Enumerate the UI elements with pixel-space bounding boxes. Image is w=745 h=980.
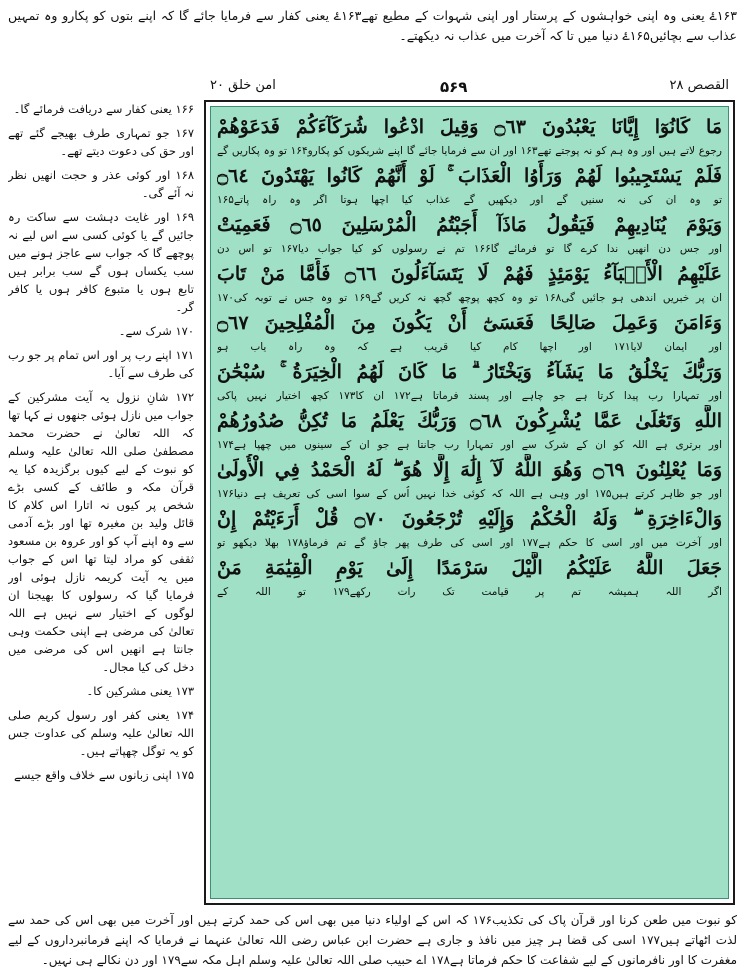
arabic-line: جَعَلَ اللَّهُ عَلَيْكُمُ الَّيْلَ سَرْمَدًا إِلَىٰ يَوْمِ الْقِيَٰمَةِ مَنْ (217, 557, 722, 579)
arabic-line: اللَّهِ وَتَعَٰلَىٰ عَمَّا يُشْرِكُونَ ۝٦٨ وَرَبُّكَ يَعْلَمُ مَا تُكِنُّ صُدُورُهُمْ (217, 410, 722, 432)
arabic-line: عَلَيْهِمُ الْأَنۢبَآءُ يَوْمَئِذٍ فَهُمْ لَا يَتَسَآءَلُونَ ۝٦٦ فَأَمَّا مَنْ تَابَ (217, 263, 722, 285)
quran-text-panel (210, 106, 729, 899)
arabic-line: مَا كَانُوٓا إِيَّانَا يَعْبُدُونَ ۝٦٣ وَقِيلَ ادْعُوا شُرَكَآءَكُمْ فَدَعَوْهُمْ (217, 116, 722, 138)
margin-note: ۱۷۴ یعنی کفر اور رسول کریم صلی اللہ تعالیٰ علیہ وسلم کی عداوت جس کو یہ توگل چھپاتے ہیں۔ (8, 708, 194, 758)
arabic-line: وَرَبُّكَ يَخْلُقُ مَا يَشَآءُ وَيَخْتَارُ ۗ مَا كَانَ لَهُمُ الْخِيَرَةُ ۚ سُبْحَٰنَ (217, 361, 722, 383)
margin-note: ۱۶۶ یعنی کفار سے دریافت فرمائے گا۔ (13, 102, 194, 116)
arabic-line: وَيَوْمَ يُنَادِيهِمْ فَيَقُولُ مَاذَآ أَجَبْتُمُ الْمُرْسَلِينَ ۝٦٥ فَعَمِيَتْ (217, 214, 722, 236)
translation-line: اور جو ظاہر کرتے ہیں۱۷۵ اور وہی ہے اللہ کہ کوئی خدا نہیں اُس کے سوا اسی کی تعریف ہے دنیا۱۷۶ (217, 488, 722, 500)
translation-line: ان پر خبریں اندھی ہو جائیں گی۱۶۸ تو وہ کچھ پوچھ گچھ نہ کریں گے۱۶۹ تو وہ جس نے توبہ کی۱۷۰ (217, 292, 722, 304)
margin-note: ۱۷۳ یعنی مشرکین کا۔ (86, 684, 194, 698)
margin-note: ۱۷۲ شانِ نزول یہ آیت مشرکین کے جواب میں نازل ہوئی جنھوں نے کہا تھا کہ اللہ تعالیٰ نے حضرت محمد مصطفیٰ صلی اللہ تعالیٰ علیہ وسلم کو نبوت کے لیے کیوں برگزیدہ کیا یہ قرآن مکہ و طائف کے کسی بڑے شخص پر کیوں نہ اتارا اس کلام کا قائل ولید بن مغیرہ تھا اور بڑے آدمی سے وہ اپنے آپ کو اور عروہ بن مسعود ثقفی کو مراد لیتا تھا اس کے جواب میں یہ آیت کریمہ نازل ہوئی اور فرمایا گیا کہ رسولوں کا بھیجنا ان لوگوں کے اختیار سے نہیں ہے اللہ تعالیٰ کی مرضی ہے اپنی حکمت وہی جانتا ہے انھیں اس کی مرضی میں دخل کی کیا مجال۔ (8, 390, 194, 674)
translation-line: اور برتری ہے اللہ کو ان کے شرک سے اور تمہارا رب جانتا ہے جو ان کے سینوں میں چھپا ہے۱۷۴ (217, 439, 722, 451)
margin-notes (8, 100, 194, 910)
margin-note: ۱۷۰ شرک سے۔ (118, 324, 194, 338)
margin-note: ۱۷۱ اپنے رب پر اور اس تمام پر جو رب کی طرف سے آیا۔ (8, 348, 194, 380)
margin-note: ۱۶۷ جو تمہاری طرف بھیجے گئے تھے اور حق کی دعوت دیتے تھے۔ (8, 126, 194, 158)
parah-label: امن خلق ۲۰ (210, 78, 276, 93)
translation-line: اگر اللہ ہمیشہ تم پر قیامت تک رات رکھے۱۷۹ تو اللہ کے (217, 586, 722, 598)
translation-line: تو وہ ان کی نہ سنیں گے اور دیکھیں گے عذاب کیا اچھا ہوتا اگر وہ راہ پاتے۱۶۵ (217, 194, 722, 206)
arabic-line: وَالْءَاخِرَةِ ۖ وَلَهُ الْحُكْمُ وَإِلَيْهِ تُرْجَعُونَ ۝٧٠ قُلْ أَرَءَيْتُمْ إِنْ (217, 508, 722, 530)
margin-note: ۱۶۹ اور غایت دہشت سے ساکت رہ جائیں گے یا کوئی کسی سے اس لیے نہ پوچھے گا کہ جواب سے عاجز ہونے میں سب یکساں ہوں گے سب برابر ہیں تابع ہوں یا متبوع کافر ہوں یا کافر گر۔ (8, 210, 194, 314)
margin-note: ۱۶۸ اور کوئی عذر و حجت انھیں نظر نہ آئے گی۔ (8, 168, 194, 200)
top-footnote: ۱۶۳ۓ یعنی وہ اپنی خواہشوں کے پرستار اور اپنی شہوات کے مطیع تھے۱۶۳ۓ یعنی کفار سے فرمایا جائے گا کہ اپنے بتوں کو پکارو وہ تمہیں عذاب سے بچائیں۱۶۵ۓ دنیا میں تا کہ آخرت میں عذاب نہ دیکھتے۔ (8, 8, 737, 43)
translation-line: اور ایمان لایا۱۷۱ اور اچھا کام کیا قریب ہے کہ وہ راہ یاب ہو (217, 341, 722, 353)
translation-line: رجوع لاتے ہیں اور وہ ہم کو نہ پوجتے تھے۱۶۳ اور ان سے فرمایا جائے گا اپنے شریکوں کو پکارو۱۶۴ تو وہ پکاریں گے (217, 145, 722, 157)
translation-line: اور آخرت میں اور اسی کا حکم ہے۱۷۷ اور اسی کی طرف پھر جاؤ گے تم فرماؤ۱۷۸ بھلا دیکھو تو (217, 537, 722, 549)
bottom-footnote: کو نبوت میں طعن کرنا اور قرآن پاک کی تکذیب۱۷۶ کہ اس کے اولیاء دنیا میں بھی اس کی حمد کرتے ہیں اور آخرت میں بھی اس کی حمد سے لذت اٹھاتے ہیں۱۷۷ اسی کی قضا ہر چیز میں نافذ و جاری ہے حضرت ابن عباس رضی اللہ تعالیٰ عنہما نے فرمایا کہ اپنے فرمانبرداروں کے لیے مغفرت کا اور نافرمانوں کے لیے شفاعت کا حکم فرماتا ہے۱۷۸ اے حبیب صلی اللہ تعالیٰ علیہ وسلم اہل مکہ سے۱۷۹ اور دن نکالے ہی نہیں۔ (8, 913, 737, 967)
arabic-line: وَءَامَنَ وَعَمِلَ صَالِحًا فَعَسَىٰٓ أَنْ يَكُونَ مِنَ الْمُفْلِحِينَ ۝٦٧ (217, 312, 722, 334)
arabic-line: وَمَا يُعْلِنُونَ ۝٦٩ وَهُوَ اللَّهُ لَآ إِلَٰهَ إِلَّا هُوَ ۖ لَهُ الْحَمْدُ فِي الْأُولَىٰ (217, 459, 722, 481)
surah-label: القصص ۲۸ (669, 78, 729, 93)
translation-line: اور تمہارا رب پیدا کرتا ہے جو چاہے اور پسند فرماتا ہے۱۷۲ ان کا۱۷۳ کچھ اختیار نہیں پاکی (217, 390, 722, 402)
translation-line: اور جس دن انھیں ندا کرے گا تو فرمائے گا۱۶۶ تم نے رسولوں کو کیا جواب دیا۱۶۷ تو اس دن (217, 243, 722, 255)
page-number: ۵۶۹ (440, 78, 468, 96)
arabic-line: فَلَمْ يَسْتَجِيبُوا لَهُمْ وَرَأَوُا الْعَذَابَ ۚ لَوْ أَنَّهُمْ كَانُوا يَهْتَدُونَ ۝٦٤ (217, 165, 722, 187)
margin-note: ۱۷۵ اپنی زبانوں سے خلاف واقع جیسے (14, 768, 194, 782)
quran-text-frame (204, 100, 735, 905)
page-header (204, 76, 733, 98)
